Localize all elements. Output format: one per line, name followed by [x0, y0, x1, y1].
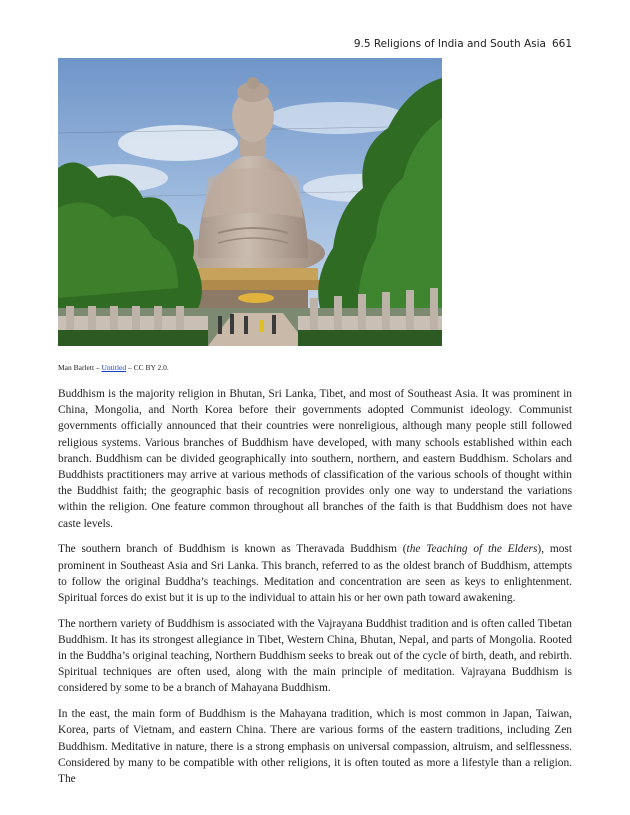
running-header — [354, 38, 572, 50]
caption-license: CC BY 2.0. — [133, 363, 169, 372]
section-title: 9.5 Religions of India and South Asia — [353, 38, 546, 50]
figure-caption — [58, 363, 169, 372]
caption-separator: – — [94, 363, 102, 372]
page-number: 661 — [551, 38, 572, 50]
paragraph-buddhism-overview: Buddhism is the majority religion in Bhutan, Sri Lanka, Tibet, and most of Southeast Asia. It was prominent in China, Mongolia, and North Korea before their governments adopted Communist ideology. Communist governments officially announced that their countries were nonreligious, although many people still followed religious systems. Various branches of Buddhism have developed, with many schools established within each branch. Buddhism can be divided geographically into southern, northern, and eastern Buddhism. Scholars and Buddhists practitioners may arrive at various methods of classification of the various schools of thought within the Buddhist faith; the geographic basis of recognition provides only one way to understand the variations within the religion. One feature common throughout all branches of the faith is that Buddhism does not have caste levels. — [58, 388, 572, 530]
caption-separator: – — [126, 363, 134, 372]
paragraph-mahayana: In the east, the main form of Buddhism is the Mahayana tradition, which is most common in Japan, Taiwan, Korea, parts of Vietnam, and eastern China. There are various forms of the eastern traditions, including Zen Buddhism. Meditative in nature, there is a strong emphasis on universal compassion, altruism, and selflessness. Considered by many to be compatible with other religions, it is often touted as more a lifestyle than a religion. The — [58, 708, 572, 785]
caption-link-untitled[interactable]: Untitled — [101, 363, 127, 372]
italic-term: the Teaching of the Elders — [406, 543, 538, 556]
paragraph-vajrayana: The northern variety of Buddhism is associated with the Vajrayana Buddhist tradition and is often called Tibetan Buddhism. It has its strongest allegiance in Tibet, Western China, Bhutan, Nepal, and parts of Mongolia. Rooted in the Buddha’s original teaching, Northern Buddhism seeks to break out of the cycle of birth, death, and rebirth. Spiritual techniques are often used, along with the main principle of meditation. Vajrayana Buddhism is considered by some to be a branch of Mahayana Buddhism. — [58, 617, 572, 695]
paragraph-text: ), most prominent in Southeast Asia and Sri Lanka. This branch, referred to as the oldest branch of Buddhism, attempts to follow the original Buddha’s teachings. Meditation and concentration are seen as keys to enlightenment. Spiritual forces do exist but it is up to the individual to attain his or her own path toward awakening. — [58, 543, 572, 604]
paragraph-theravada — [58, 541, 572, 606]
caption-author: Man Barlett — [58, 363, 95, 372]
photo-illustration — [58, 58, 442, 346]
paragraph-text: The southern branch of Buddhism is known as Theravada Buddhism ( — [58, 543, 407, 556]
body-text — [58, 386, 572, 797]
buddha-statue-photo — [58, 58, 442, 346]
